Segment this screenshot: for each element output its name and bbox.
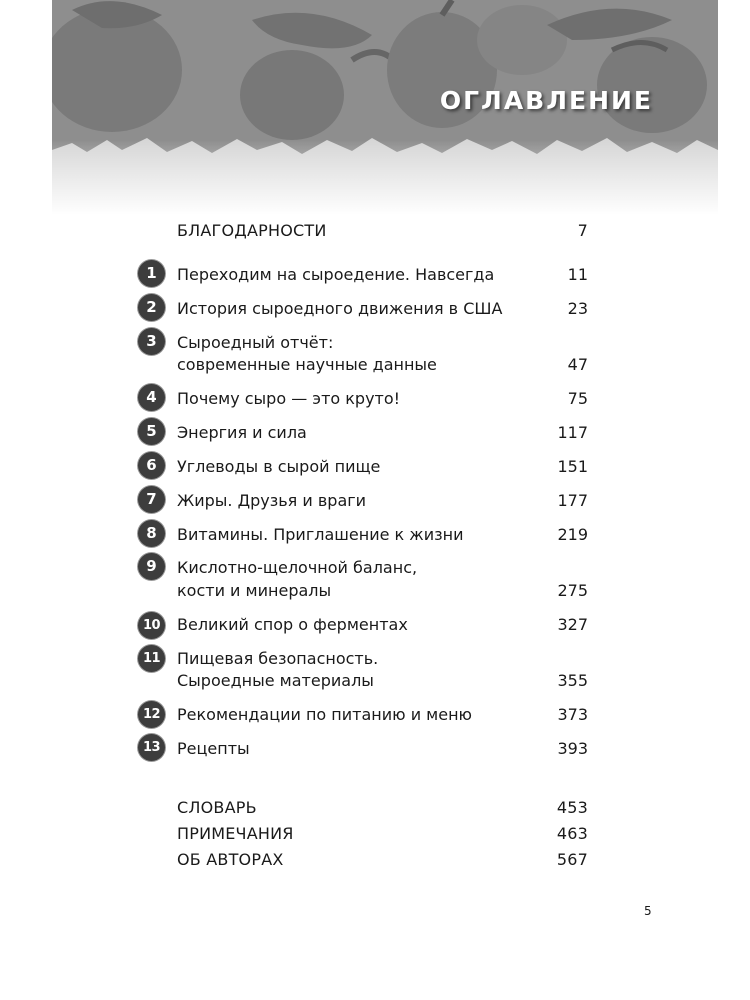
toc-entry-title: История сыроедного движения в США [177,299,503,318]
toc-entry-page: 355 [557,671,588,690]
toc-entry-page: 373 [557,705,588,724]
chapter-number-badge: 10 [138,612,165,639]
toc-entry-page: 275 [557,581,588,600]
chapter-number-badge: 11 [138,645,165,672]
toc-entry-page: 151 [557,457,588,476]
toc-entry-title: Почему сыро — это круто! [177,389,401,408]
toc-entry-title: БЛАГОДАРНОСТИ [177,221,327,240]
toc-entry-page: 219 [557,525,588,544]
toc-entry-page: 117 [557,423,588,442]
toc-entry-page: 463 [556,824,588,843]
toc-entry-title: Кислотно-щелочной баланс, [177,558,418,577]
chapter-number-badge: 7 [138,486,165,513]
toc-entry-title-continued: кости и минералы [177,581,332,600]
chapter-number-badge: 2 [138,294,165,321]
toc-entry-page: 393 [557,739,588,758]
chapter-number-badge: 6 [138,452,165,479]
toc-entry-page: 453 [556,798,588,817]
toc-entry-title: Рекомендации по питанию и меню [177,705,473,724]
toc-entry-page: 75 [567,389,588,408]
toc-entry-title: СЛОВАРЬ [177,798,257,817]
chapter-number-badge: 8 [138,520,165,547]
toc-entry-title: Витамины. Приглашение к жизни [177,525,464,544]
toc-entry-page: 7 [577,221,588,240]
toc-entry-title: Пищевая безопасность. [177,649,379,668]
toc-entry-page: 23 [567,299,588,318]
toc-entry-title-continued: современные научные данные [177,355,437,374]
toc-entry-page: 177 [557,491,588,510]
toc-entry-title: Энергия и сила [177,423,307,442]
page-title: ОГЛАВЛЕНИЕ [439,86,653,115]
toc-entry-title: Рецепты [177,739,250,758]
toc-entry-title: Великий спор о ферментах [177,615,408,634]
toc-entry-title-continued: Сыроедные материалы [177,671,374,690]
chapter-number-badge: 9 [138,553,165,580]
chapter-number-badge: 5 [138,418,165,445]
toc-entry-title: Углеводы в сырой пище [177,457,381,476]
toc-entry-page: 327 [557,615,588,634]
page-number: 5 [644,904,652,918]
toc-entry-title: Жиры. Друзья и враги [177,491,367,510]
chapter-number-badge: 4 [138,384,165,411]
toc-entry-page: 47 [567,355,588,374]
toc-entry-page: 11 [567,265,588,284]
toc-entry-title: Переходим на сыроедение. Навсегда [177,265,495,284]
chapter-number-badge: 13 [138,734,165,761]
chapter-number-badge: 12 [138,701,165,728]
chapter-number-badge: 1 [138,260,165,287]
toc-entry-page: 567 [556,850,588,869]
chapter-number-badge: 3 [138,328,165,355]
toc-entry-title: ОБ АВТОРАХ [177,850,284,869]
toc-entry-title: ПРИМЕЧАНИЯ [177,824,294,843]
toc-entry-title: Сыроедный отчёт: [177,333,334,352]
